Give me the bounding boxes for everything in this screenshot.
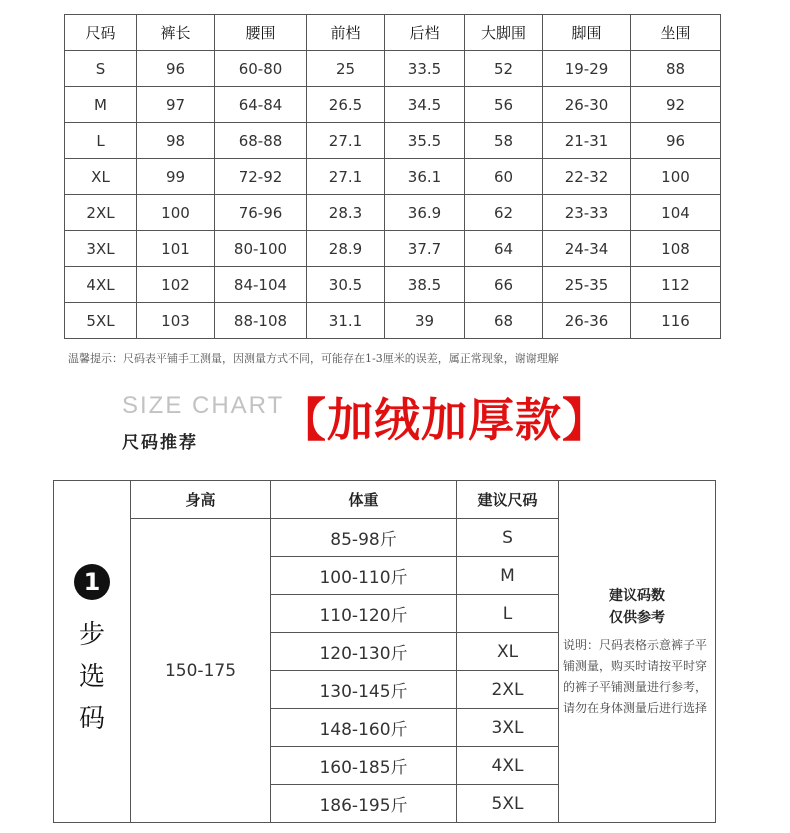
promo-title: 【加绒加厚款】 [280,393,609,447]
size-row [65,267,721,303]
height-range-cell: 150-175 [131,519,271,823]
size-cell: 5XL [65,303,137,339]
size-row [65,123,721,159]
advice-subtitle: 仅供参考 [609,609,665,626]
size-cell: 34.5 [385,87,465,123]
size-cell: 104 [631,195,721,231]
header-hip: 坐围 [631,15,721,51]
size-cell: 25 [307,51,385,87]
size-table-body [65,51,721,339]
size-cell: 2XL [65,195,137,231]
size-cell: 103 [137,303,215,339]
size-cell: 4XL [65,267,137,303]
suggested-size-cell: 3XL [457,709,559,747]
size-cell: M [65,87,137,123]
size-cell: 99 [137,159,215,195]
size-cell: 33.5 [385,51,465,87]
size-cell: 98 [137,123,215,159]
step-char: 选 [78,661,105,692]
size-recommend-title: 尺码推荐 [122,433,198,453]
weight-cell: 130-145斤 [271,671,457,709]
size-row [65,159,721,195]
size-chart-english-title: SIZE CHART [122,392,285,419]
size-recommend-table [53,480,716,823]
size-cell: 36.1 [385,159,465,195]
size-cell: 36.9 [385,195,465,231]
size-cell: 26-30 [543,87,631,123]
size-cell: 25-35 [543,267,631,303]
size-cell: S [65,51,137,87]
size-cell: 116 [631,303,721,339]
size-cell: 38.5 [385,267,465,303]
size-row [65,51,721,87]
size-cell: 68-88 [215,123,307,159]
size-cell: 108 [631,231,721,267]
size-cell: 52 [465,51,543,87]
size-cell: 27.1 [307,123,385,159]
size-row [65,195,721,231]
weight-cell: 120-130斤 [271,633,457,671]
header-thigh: 大脚围 [465,15,543,51]
size-row [65,303,721,339]
recommend-header-row [54,481,716,519]
weight-cell: 148-160斤 [271,709,457,747]
size-cell: 102 [137,267,215,303]
step-char: 码 [78,703,105,734]
size-cell: 3XL [65,231,137,267]
step-char: 步 [78,619,105,650]
header-height: 身高 [131,481,271,519]
size-cell: 66 [465,267,543,303]
suggested-size-cell: XL [457,633,559,671]
size-cell: 26-36 [543,303,631,339]
size-cell: 60 [465,159,543,195]
header-waist: 腰围 [215,15,307,51]
suggested-size-cell: L [457,595,559,633]
weight-cell: 186-195斤 [271,785,457,823]
size-cell: 21-31 [543,123,631,159]
size-cell: 96 [137,51,215,87]
size-cell: 27.1 [307,159,385,195]
header-back-rise: 后档 [385,15,465,51]
size-cell: 37.7 [385,231,465,267]
header-suggested-size: 建议尺码 [457,481,559,519]
size-cell: 62 [465,195,543,231]
size-cell: 92 [631,87,721,123]
weight-cell: 85-98斤 [271,519,457,557]
size-row [65,231,721,267]
weight-cell: 160-185斤 [271,747,457,785]
size-cell: 101 [137,231,215,267]
size-cell: 88-108 [215,303,307,339]
size-cell: 56 [465,87,543,123]
suggested-size-cell: 2XL [457,671,559,709]
size-cell: 100 [631,159,721,195]
size-cell: 58 [465,123,543,159]
size-cell: 35.5 [385,123,465,159]
step-number-badge: 1 [74,564,110,600]
suggested-size-cell: S [457,519,559,557]
size-cell: 96 [631,123,721,159]
size-cell: 84-104 [215,267,307,303]
size-cell: 68 [465,303,543,339]
advice-cell [559,481,716,823]
weight-cell: 100-110斤 [271,557,457,595]
size-header-row [65,15,721,51]
weight-cell: 110-120斤 [271,595,457,633]
header-pants-length: 裤长 [137,15,215,51]
size-cell: XL [65,159,137,195]
size-cell: 23-33 [543,195,631,231]
recommend-table-body [54,481,716,823]
size-cell: 24-34 [543,231,631,267]
step-cell [54,481,131,823]
size-cell: 22-32 [543,159,631,195]
size-chart-table [64,14,721,339]
header-weight: 体重 [271,481,457,519]
measurement-note: 温馨提示：尺码表平铺手工测量，因测量方式不同，可能存在1-3厘米的误差，属正常现象，谢谢理解 [68,352,559,365]
size-cell: 19-29 [543,51,631,87]
advice-note: 说明：尺码表格示意裤子平铺测量，购买时请按平时穿的裤子平铺测量进行参考，请勿在身体测量后进行选择 [563,637,708,715]
size-cell: 64-84 [215,87,307,123]
header-front-rise: 前档 [307,15,385,51]
suggested-size-cell: 5XL [457,785,559,823]
size-cell: 88 [631,51,721,87]
size-cell: 100 [137,195,215,231]
size-cell: 28.3 [307,195,385,231]
size-cell: L [65,123,137,159]
size-row [65,87,721,123]
header-leg-opening: 脚围 [543,15,631,51]
size-cell: 64 [465,231,543,267]
advice-title: 建议码数 [609,587,665,604]
size-cell: 76-96 [215,195,307,231]
suggested-size-cell: M [457,557,559,595]
size-cell: 60-80 [215,51,307,87]
size-cell: 97 [137,87,215,123]
size-cell: 28.9 [307,231,385,267]
size-cell: 26.5 [307,87,385,123]
size-cell: 72-92 [215,159,307,195]
header-size: 尺码 [65,15,137,51]
size-cell: 39 [385,303,465,339]
size-cell: 112 [631,267,721,303]
size-cell: 80-100 [215,231,307,267]
size-cell: 30.5 [307,267,385,303]
suggested-size-cell: 4XL [457,747,559,785]
size-cell: 31.1 [307,303,385,339]
